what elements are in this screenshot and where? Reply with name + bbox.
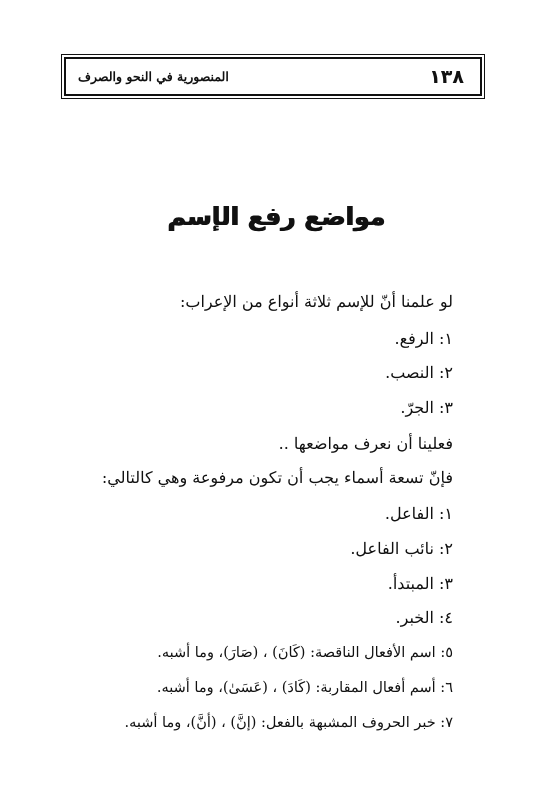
intro-line: لو علمنا أنّ للإسم ثلاثة أنواع من الإعراب: [180,292,453,311]
list-item-jarr: ٣: الجرّ. [400,398,453,417]
list-item: ٧: خبر الحروف المشبهة بالفعل: (إنَّ) ، (أنَّ)، وما أشبه. [124,715,453,731]
list-item: ١: الفاعل. [384,504,453,523]
paragraph-line: فعلينا أن نعرف مواضعها .. [278,434,453,453]
list-item: ٤: الخبر. [395,608,453,627]
list-item-nasb: ٢: النصب. [385,363,453,382]
paragraph-line: فإنّ تسعة أسماء يجب أن تكون مرفوعة وهي كالتالي: [101,468,453,487]
list-item: ٥: اسم الأفعال الناقصة: (كَانَ) ، (صَارَ)، وما أشبه. [157,645,453,661]
page-header [64,57,482,96]
list-item: ٣: المبتدأ. [387,574,453,593]
chapter-title: مواضع رفع الإسم [167,202,386,231]
list-item-raf: ١: الرفع. [394,329,453,348]
list-item: ٦: أسم أفعال المقاربة: (كَادَ) ، (عَسَىٰ)، وما أشبه. [156,680,453,696]
running-title: المنصورية في النحو والصرف [78,69,229,84]
list-item: ٢: نائب الفاعل. [350,539,453,558]
page-number: ١٣٨ [429,66,464,88]
